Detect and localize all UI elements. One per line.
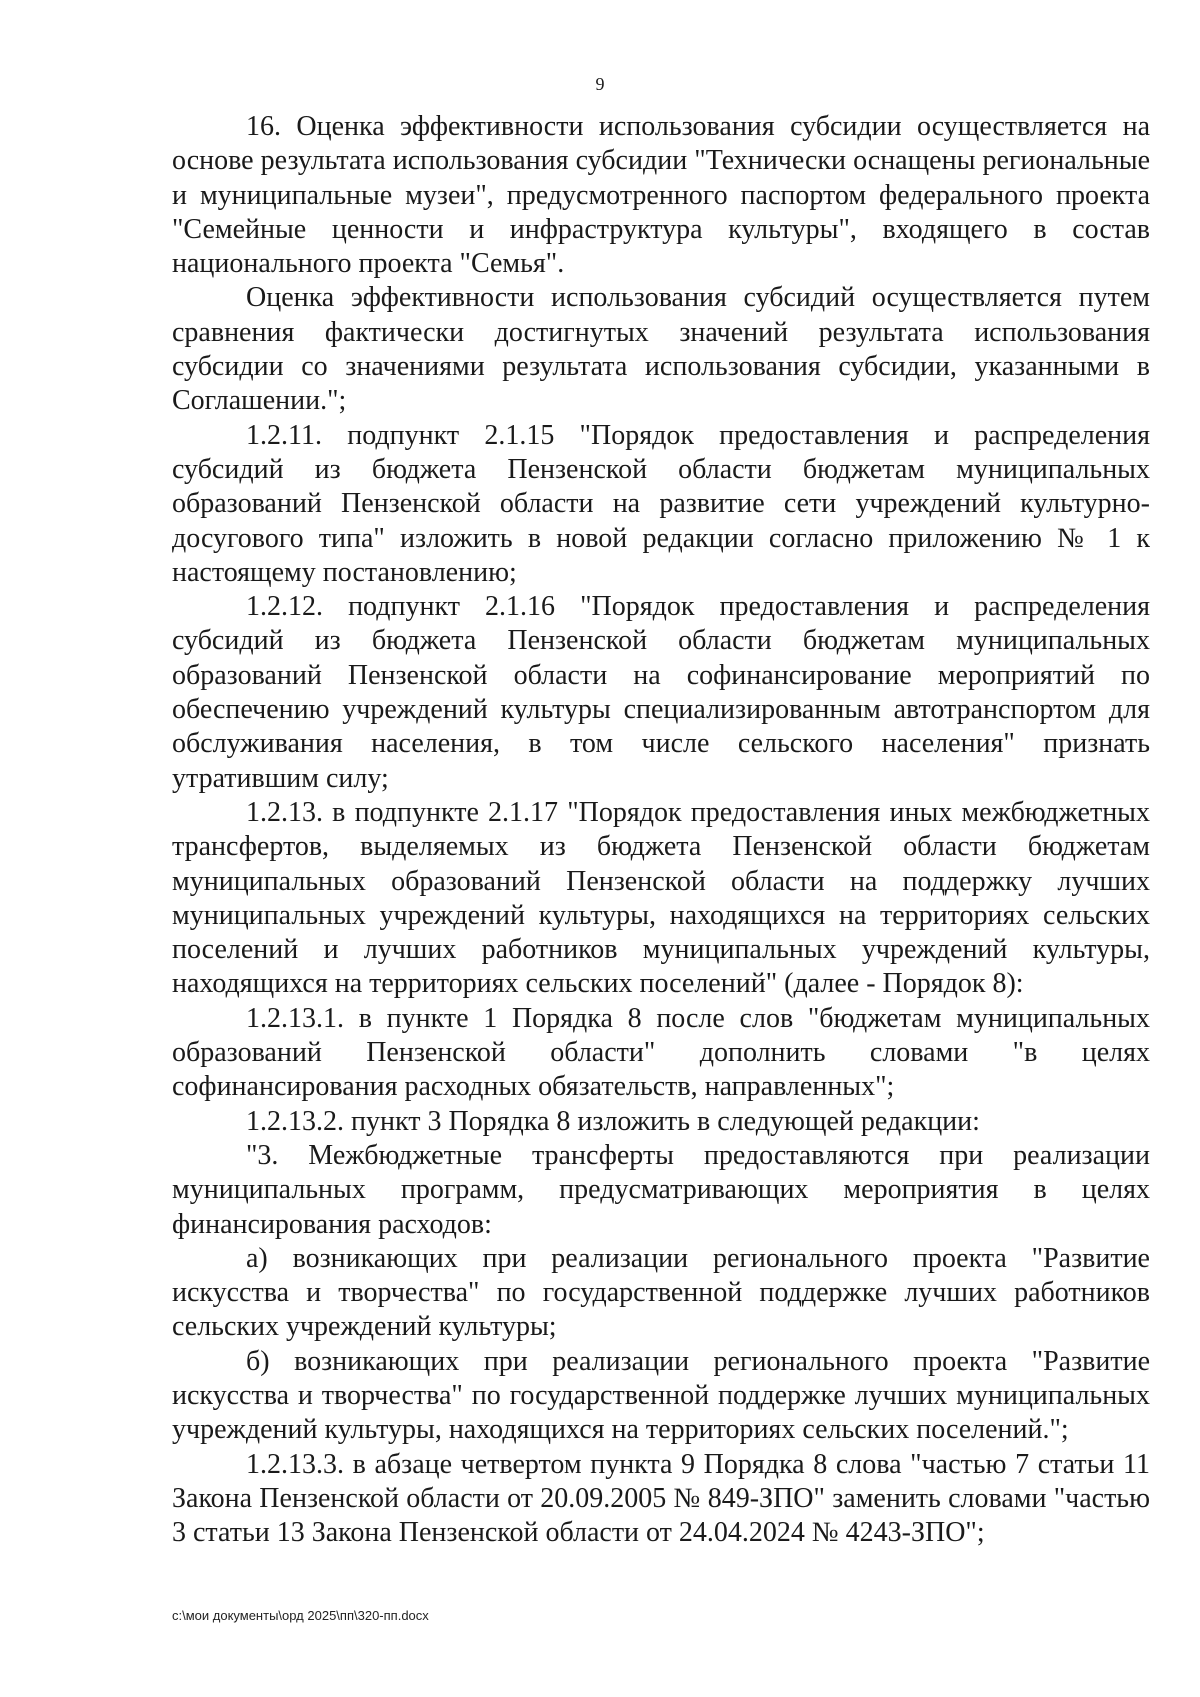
page-number: 9 bbox=[595, 74, 605, 94]
paragraph-16-evaluation: 16. Оценка эффективности использования субсидии осуществляется на основе результата использования субсидии "Технически оснащены региональные и муниципальные музеи", предусмотренного паспортом федерального проекта "Семейные ценности и инфраструктура культуры", входящего в состав национального проекта "Семья". bbox=[172, 111, 1150, 280]
paragraph-1-2-13-2: 1.2.13.2. пункт 3 Порядка 8 изложить в следующей редакции: bbox=[246, 1105, 980, 1137]
document-body bbox=[172, 110, 1150, 1550]
paragraph-1-2-13-3: 1.2.13.3. в абзаце четвертом пункта 9 Порядка 8 слова "частью 7 статьи 11 Закона Пензенской области от 20.09.2005 № 849-ЗПО" заменить словами "частью 3 статьи 13 Закона Пензенской области от 24.04.2024 № 4243-ЗПО"; bbox=[172, 1448, 1150, 1549]
paragraph-1-2-13: 1.2.13. в подпункте 2.1.17 "Порядок предоставления иных межбюджетных трансфертов, выделяемых из бюджета Пензенской области бюджетам муниципальных образований Пензенской области на поддержку лучших муниципальных учреждений культуры, находящихся на территориях сельских поселений и лучших работников муниципальных учреждений культуры, находящихся на территориях сельских поселений" (далее - Порядок 8): bbox=[172, 796, 1150, 1000]
footer-file-path: с:\мои документы\орд 2025\пп\320-пп.docx bbox=[172, 1608, 429, 1623]
paragraph-evaluation-method: Оценка эффективности использования субсидий осуществляется путем сравнения фактически достигнутых значений результата использования субсидии со значениями результата использования субсидии, указанными в Соглашении."; bbox=[172, 282, 1150, 417]
paragraph-item-b: б) возникающих при реализации регионального проекта "Развитие искусства и творчества" по государственной поддержке лучших муниципальных учреждений культуры, находящихся на территориях сельских поселений."; bbox=[172, 1345, 1150, 1446]
paragraph-1-2-12: 1.2.12. подпункт 2.1.16 "Порядок предоставления и распределения субсидий из бюджета Пензенской области бюджетам муниципальных образований Пензенской области на софинансирование мероприятий по обеспечению учреждений культуры специализированным автотранспортом для обслуживания населения, в том числе сельского населения" признать утратившим силу; bbox=[172, 591, 1150, 794]
paragraph-point-3: "3. Межбюджетные трансферты предоставляются при реализации муниципальных программ, предусматривающих мероприятия в целях финансирования расходов: bbox=[172, 1139, 1150, 1240]
paragraph-item-a: а) возникающих при реализации регионального проекта "Развитие искусства и творчества" по государственной поддержке лучших работников сельских учреждений культуры; bbox=[172, 1242, 1150, 1343]
paragraph-1-2-11: 1.2.11. подпункт 2.1.15 "Порядок предоставления и распределения субсидий из бюджета Пензенской области бюджетам муниципальных образований Пензенской области на развитие сети учреждений культурно-досугового типа" изложить в новой редакции согласно приложению № 1 к настоящему постановлению; bbox=[172, 419, 1150, 588]
paragraph-1-2-13-1: 1.2.13.1. в пункте 1 Порядка 8 после слов "бюджетам муниципальных образований Пензенской области" дополнить словами "в целях софинансирования расходных обязательств, направленных"; bbox=[172, 1002, 1150, 1103]
